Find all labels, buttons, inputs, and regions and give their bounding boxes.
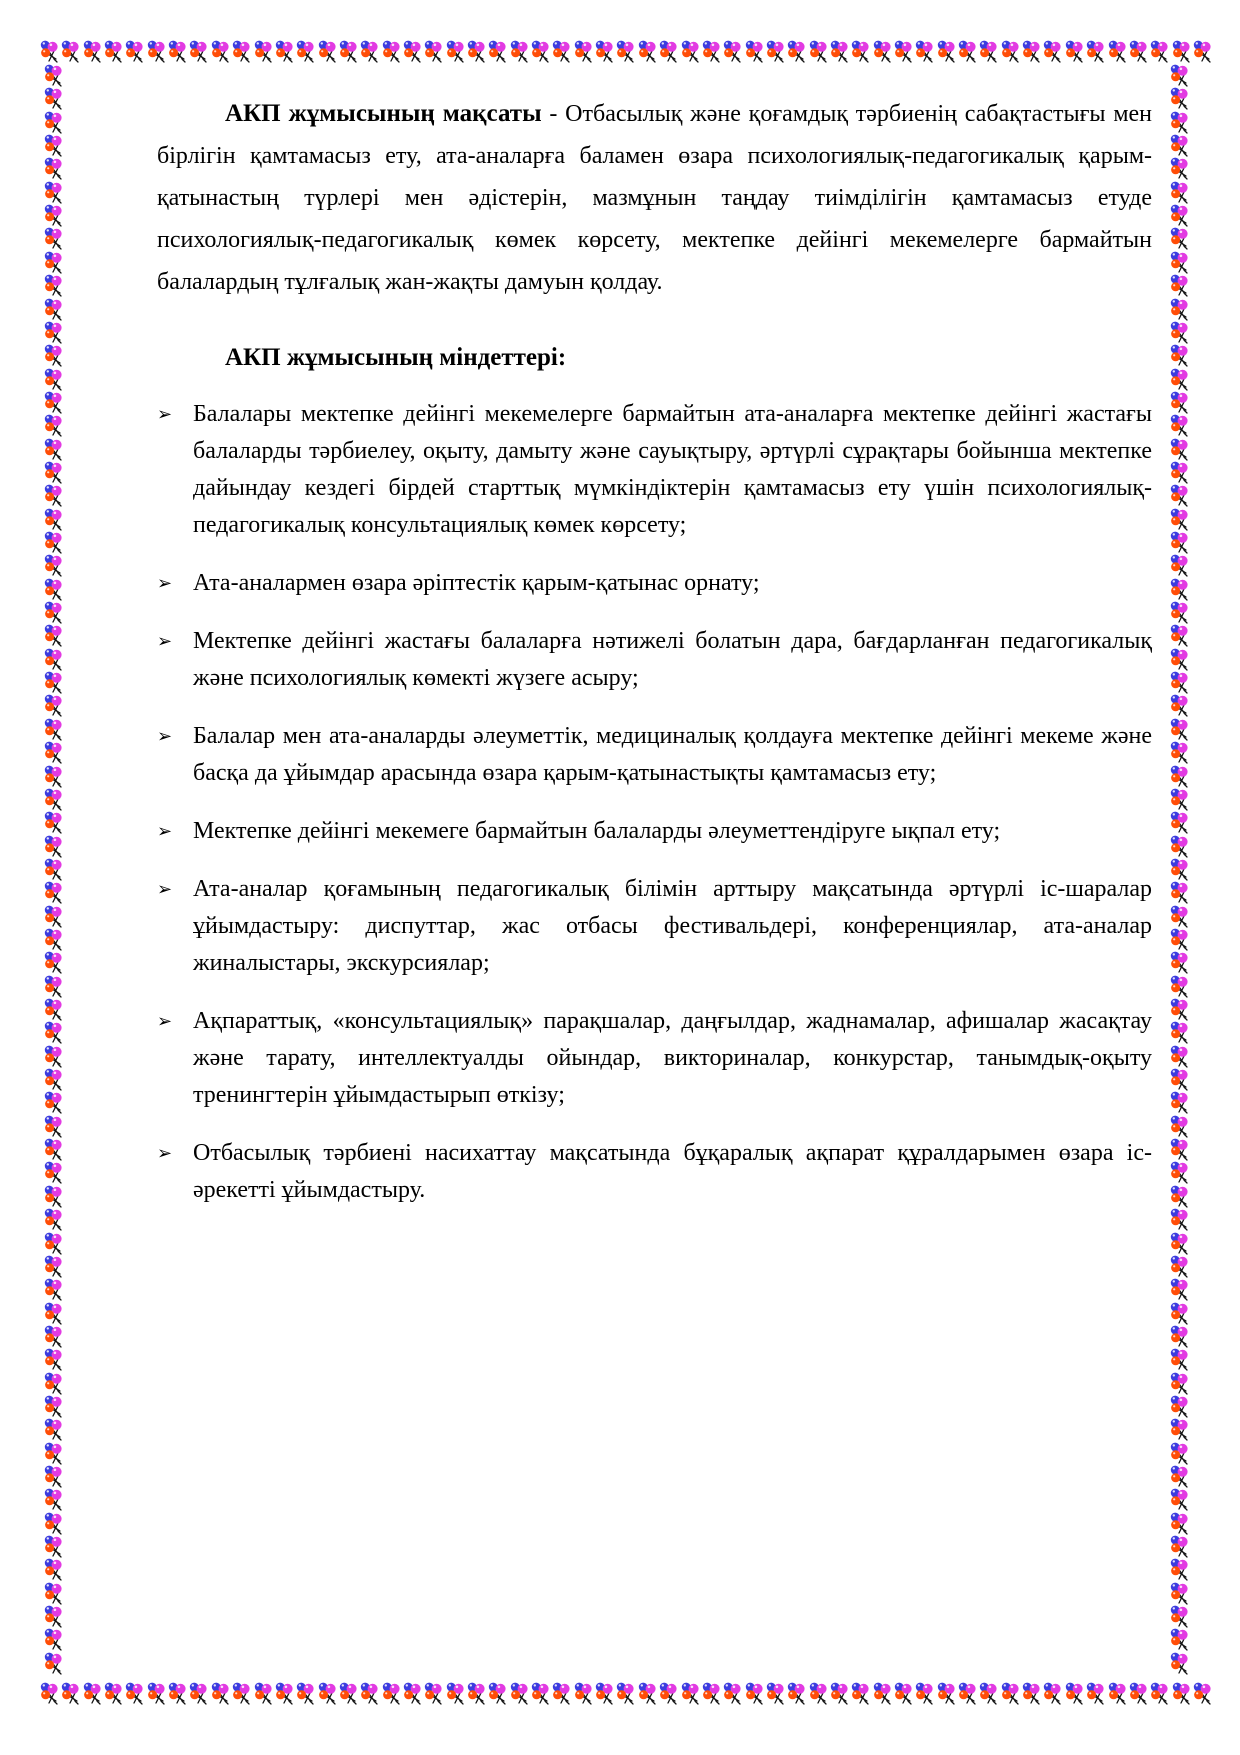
balloons-icon: [1170, 1488, 1190, 1512]
balloons-icon: [44, 1372, 64, 1396]
balloons-icon: [275, 1682, 295, 1706]
balloons-icon: [1170, 1255, 1190, 1279]
balloons-icon: [44, 1558, 64, 1582]
balloons-icon: [787, 1682, 807, 1706]
balloons-icon: [1170, 554, 1190, 578]
balloons-icon: [44, 1535, 64, 1559]
balloons-icon: [1170, 508, 1190, 532]
balloons-icon: [1170, 64, 1190, 88]
balloons-icon: [44, 1255, 64, 1279]
purpose-separator: -: [541, 101, 566, 127]
balloons-icon: [1170, 1021, 1190, 1045]
list-item: [157, 565, 1152, 602]
balloons-icon: [125, 1682, 145, 1706]
balloons-icon: [1170, 157, 1190, 181]
balloons-icon: [44, 741, 64, 765]
balloons-icon: [44, 718, 64, 742]
balloons-icon: [44, 391, 64, 415]
balloons-icon: [44, 1395, 64, 1419]
balloons-icon: [531, 1682, 551, 1706]
balloons-icon: [702, 1682, 722, 1706]
balloons-icon: [232, 1682, 252, 1706]
balloons-icon: [44, 624, 64, 648]
balloons-icon: [211, 1682, 231, 1706]
balloons-icon: [44, 227, 64, 251]
balloons-icon: [1170, 601, 1190, 625]
balloons-icon: [44, 508, 64, 532]
balloons-icon: [168, 1682, 188, 1706]
balloons-icon: [1170, 438, 1190, 462]
balloons-icon: [1170, 1068, 1190, 1092]
balloons-icon: [44, 811, 64, 835]
balloons-icon: [1170, 344, 1190, 368]
balloons-icon: [403, 1682, 423, 1706]
balloons-icon: [1170, 1138, 1190, 1162]
balloons-icon: [44, 928, 64, 952]
arrow-bullet-icon: ➢: [157, 404, 173, 425]
balloons-icon: [552, 40, 572, 64]
balloons-icon: [574, 1682, 594, 1706]
balloons-icon: [1043, 40, 1063, 64]
balloons-icon: [44, 1628, 64, 1652]
balloons-icon: [44, 1138, 64, 1162]
balloons-icon: [44, 414, 64, 438]
balloons-icon: [1193, 40, 1213, 64]
tasks-list: [157, 396, 1152, 1209]
balloons-icon: [446, 1682, 466, 1706]
balloons-icon: [1170, 391, 1190, 415]
balloons-icon: [958, 1682, 978, 1706]
balloons-icon: [44, 461, 64, 485]
balloons-icon: [360, 40, 380, 64]
balloons-icon: [1170, 881, 1190, 905]
balloons-icon: [254, 40, 274, 64]
balloons-icon: [1170, 87, 1190, 111]
balloons-icon: [1170, 928, 1190, 952]
balloons-icon: [1170, 835, 1190, 859]
balloons-icon: [44, 321, 64, 345]
balloons-icon: [318, 40, 338, 64]
list-item-text: Ақпараттық, «консультациялық» парақшалар, даңғылдар, жаднамалар, афишалар жасақтау және тарату, интеллектуалды ойындар, викториналар, конкурстар, танымдық-оқыту тренингтерін ұйымдастырып өткізу;: [193, 1008, 1152, 1108]
balloons-icon: [1170, 718, 1190, 742]
balloons-icon: [382, 40, 402, 64]
balloons-icon: [745, 40, 765, 64]
balloons-icon: [44, 344, 64, 368]
balloons-icon: [44, 1302, 64, 1326]
list-item: [157, 871, 1152, 982]
balloons-icon: [1170, 671, 1190, 695]
balloons-icon: [44, 1232, 64, 1256]
balloons-icon: [1170, 1325, 1190, 1349]
balloons-icon: [488, 1682, 508, 1706]
balloons-icon: [44, 835, 64, 859]
purpose-paragraph: [157, 93, 1152, 303]
balloons-icon: [44, 601, 64, 625]
balloons-icon: [44, 1348, 64, 1372]
balloons-icon: [1170, 1372, 1190, 1396]
balloons-icon: [1170, 1115, 1190, 1139]
balloons-icon: [1129, 1682, 1149, 1706]
balloons-icon: [44, 694, 64, 718]
balloons-icon: [1022, 40, 1042, 64]
balloons-icon: [937, 40, 957, 64]
balloons-icon: [44, 881, 64, 905]
balloons-icon: [44, 1208, 64, 1232]
balloons-icon: [873, 1682, 893, 1706]
balloons-icon: [510, 40, 530, 64]
balloons-icon: [979, 40, 999, 64]
balloons-icon: [1170, 694, 1190, 718]
tasks-heading: АКП жұмысының міндеттері:: [225, 344, 567, 371]
balloons-icon: [1108, 40, 1128, 64]
balloons-icon: [44, 1045, 64, 1069]
list-item-text: Балалар мен ата-аналарды әлеуметтік, медициналық қолдауға мектепке дейінгі мекеме және басқа да ұйымдар арасында өзара қарым-қатынастықты қамтамасыз ету;: [193, 723, 1152, 786]
balloons-icon: [1108, 1682, 1128, 1706]
balloons-icon: [44, 204, 64, 228]
balloons-icon: [787, 40, 807, 64]
balloons-icon: [44, 111, 64, 135]
balloons-icon: [552, 1682, 572, 1706]
balloons-icon: [44, 1115, 64, 1139]
balloons-icon: [44, 905, 64, 929]
balloons-icon: [915, 40, 935, 64]
balloons-icon: [1172, 40, 1192, 64]
list-item: [157, 623, 1152, 697]
list-item: [157, 396, 1152, 544]
balloons-icon: [1170, 765, 1190, 789]
arrow-bullet-icon: ➢: [157, 1011, 173, 1032]
balloons-icon: [1170, 788, 1190, 812]
balloons-icon: [723, 1682, 743, 1706]
balloons-icon: [531, 40, 551, 64]
balloons-icon: [44, 1582, 64, 1606]
list-item: [157, 1003, 1152, 1114]
purpose-body-text: Отбасылық және қоғамдық тәрбиенің сабақтастығы мен бірлігін қамтамасыз ету, ата-аналарға баламен өзара психологиялық-педагогикалық қарым-қатынастың түрлері мен әдістерін, мазмұнын таңдау тиімділігін қамтамасыз етуде психологиялық-педагогикалық көмек көрсету, мектепке дейінгі мекемелерге бармайтын балалардың тұлғалық жан-жақты дамуын қолдау.: [157, 101, 1153, 295]
balloons-icon: [766, 1682, 786, 1706]
balloons-icon: [1170, 1348, 1190, 1372]
balloons-icon: [1086, 40, 1106, 64]
balloons-icon: [83, 1682, 103, 1706]
balloons-icon: [616, 1682, 636, 1706]
balloons-icon: [44, 531, 64, 555]
balloons-icon: [44, 87, 64, 111]
list-item-text: Отбасылық тәрбиені насихаттау мақсатында бұқаралық ақпарат құралдарымен өзара іс-әрекетті ұйымдастыру.: [193, 1140, 1152, 1203]
balloons-icon: [1170, 1512, 1190, 1536]
balloons-icon: [1170, 1442, 1190, 1466]
document-content: [157, 93, 1152, 1230]
balloons-icon: [1170, 1278, 1190, 1302]
balloons-icon: [723, 40, 743, 64]
balloons-icon: [44, 1068, 64, 1092]
balloons-icon: [296, 1682, 316, 1706]
list-item-text: Мектепке дейінгі мекемеге бармайтын балаларды әлеуметтендіруге ықпал ету;: [193, 818, 1001, 844]
balloons-icon: [44, 134, 64, 158]
balloons-icon: [44, 298, 64, 322]
balloons-icon: [318, 1682, 338, 1706]
balloons-icon: [1170, 1302, 1190, 1326]
balloons-icon: [467, 40, 487, 64]
balloons-icon: [360, 1682, 380, 1706]
balloons-icon: [595, 1682, 615, 1706]
balloons-icon: [1170, 1628, 1190, 1652]
balloons-icon: [44, 64, 64, 88]
balloons-icon: [1170, 1045, 1190, 1069]
balloons-icon: [1170, 298, 1190, 322]
balloons-icon: [809, 1682, 829, 1706]
balloons-icon: [830, 1682, 850, 1706]
balloons-icon: [403, 40, 423, 64]
balloons-icon: [894, 40, 914, 64]
balloons-icon: [681, 1682, 701, 1706]
balloons-icon: [894, 1682, 914, 1706]
balloons-icon: [1170, 998, 1190, 1022]
balloons-icon: [1170, 531, 1190, 555]
balloons-icon: [1170, 741, 1190, 765]
balloons-icon: [659, 40, 679, 64]
balloons-icon: [1001, 40, 1021, 64]
balloons-icon: [1193, 1682, 1213, 1706]
arrow-bullet-icon: ➢: [157, 726, 173, 747]
balloons-icon: [1170, 858, 1190, 882]
balloons-icon: [44, 578, 64, 602]
balloons-icon: [745, 1682, 765, 1706]
balloons-icon: [1065, 1682, 1085, 1706]
balloons-icon: [1150, 1682, 1170, 1706]
balloons-icon: [125, 40, 145, 64]
balloons-icon: [488, 40, 508, 64]
balloons-icon: [1170, 274, 1190, 298]
balloons-icon: [44, 251, 64, 275]
purpose-lead-bold: АКП жұмысының мақсаты: [225, 100, 542, 127]
balloons-icon: [659, 1682, 679, 1706]
balloons-icon: [1170, 461, 1190, 485]
balloons-icon: [1170, 111, 1190, 135]
balloons-icon: [1170, 624, 1190, 648]
balloons-icon: [1170, 1208, 1190, 1232]
balloons-icon: [44, 648, 64, 672]
balloons-icon: [446, 40, 466, 64]
balloons-icon: [467, 1682, 487, 1706]
balloons-icon: [44, 1512, 64, 1536]
balloons-icon: [44, 1652, 64, 1676]
balloons-icon: [44, 274, 64, 298]
balloons-icon: [1170, 905, 1190, 929]
balloons-icon: [574, 40, 594, 64]
balloons-icon: [168, 40, 188, 64]
balloons-icon: [44, 998, 64, 1022]
balloons-icon: [44, 157, 64, 181]
balloons-icon: [1170, 1652, 1190, 1676]
balloons-icon: [44, 554, 64, 578]
list-item: [157, 1135, 1152, 1209]
balloons-icon: [1170, 414, 1190, 438]
balloons-icon: [1170, 1605, 1190, 1629]
balloons-icon: [595, 40, 615, 64]
list-item-text: Ата-аналармен өзара әріптестік қарым-қатынас орнату;: [193, 570, 760, 596]
balloons-icon: [61, 40, 81, 64]
balloons-icon: [44, 438, 64, 462]
balloons-icon: [1170, 227, 1190, 251]
balloons-icon: [1170, 1185, 1190, 1209]
balloons-icon: [296, 40, 316, 64]
balloons-icon: [424, 1682, 444, 1706]
balloons-icon: [44, 858, 64, 882]
balloons-icon: [61, 1682, 81, 1706]
balloons-icon: [1172, 1682, 1192, 1706]
balloons-icon: [44, 1021, 64, 1045]
balloons-icon: [1170, 1232, 1190, 1256]
balloons-icon: [44, 951, 64, 975]
balloons-icon: [189, 40, 209, 64]
arrow-bullet-icon: ➢: [157, 631, 173, 652]
balloons-icon: [1022, 1682, 1042, 1706]
balloons-icon: [44, 788, 64, 812]
balloons-icon: [44, 1442, 64, 1466]
balloons-icon: [44, 1091, 64, 1115]
balloons-icon: [1170, 1418, 1190, 1442]
balloons-icon: [339, 40, 359, 64]
balloons-icon: [1170, 251, 1190, 275]
balloons-icon: [44, 484, 64, 508]
balloons-icon: [40, 40, 60, 64]
balloons-icon: [851, 40, 871, 64]
balloons-icon: [40, 1682, 60, 1706]
balloons-icon: [189, 1682, 209, 1706]
arrow-bullet-icon: ➢: [157, 821, 173, 842]
balloons-icon: [44, 975, 64, 999]
balloons-icon: [44, 671, 64, 695]
balloons-icon: [44, 368, 64, 392]
balloons-icon: [44, 1185, 64, 1209]
balloons-icon: [147, 40, 167, 64]
balloons-icon: [211, 40, 231, 64]
balloons-icon: [830, 40, 850, 64]
balloons-icon: [1170, 1395, 1190, 1419]
balloons-icon: [1065, 40, 1085, 64]
balloons-icon: [44, 765, 64, 789]
list-item: [157, 718, 1152, 792]
balloons-icon: [1086, 1682, 1106, 1706]
balloons-icon: [851, 1682, 871, 1706]
balloons-icon: [44, 181, 64, 205]
arrow-bullet-icon: ➢: [157, 1143, 173, 1164]
balloons-icon: [147, 1682, 167, 1706]
balloons-icon: [1170, 1465, 1190, 1489]
balloons-icon: [424, 40, 444, 64]
balloons-icon: [1170, 484, 1190, 508]
balloons-icon: [275, 40, 295, 64]
list-item: [157, 813, 1152, 850]
balloons-icon: [1170, 204, 1190, 228]
balloons-icon: [1170, 975, 1190, 999]
list-item-text: Балалары мектепке дейінгі мекемелерге бармайтын ата-аналарға мектепке дейінгі жастағы балаларды тәрбиелеу, оқыту, дамыту және сауықтыру, әртүрлі сұрақтары бойынша мектепке дайындау кездегі бірдей старттық мүмкіндіктерін қамтамасыз ету үшін психологиялық-педагогикалық консультациялық көмек көрсету;: [193, 401, 1152, 538]
balloons-icon: [44, 1325, 64, 1349]
balloons-icon: [382, 1682, 402, 1706]
balloons-icon: [1170, 1558, 1190, 1582]
balloons-icon: [937, 1682, 957, 1706]
balloons-icon: [1001, 1682, 1021, 1706]
balloons-icon: [638, 40, 658, 64]
balloons-icon: [104, 1682, 124, 1706]
balloons-icon: [254, 1682, 274, 1706]
balloons-icon: [83, 40, 103, 64]
balloons-icon: [44, 1465, 64, 1489]
balloons-icon: [1170, 578, 1190, 602]
balloons-icon: [915, 1682, 935, 1706]
balloons-icon: [873, 40, 893, 64]
balloons-icon: [44, 1161, 64, 1185]
balloons-icon: [616, 40, 636, 64]
balloons-icon: [339, 1682, 359, 1706]
balloons-icon: [44, 1605, 64, 1629]
balloons-icon: [958, 40, 978, 64]
balloons-icon: [1170, 1535, 1190, 1559]
balloons-icon: [1170, 368, 1190, 392]
balloons-icon: [1129, 40, 1149, 64]
balloons-icon: [1170, 1161, 1190, 1185]
balloons-icon: [979, 1682, 999, 1706]
balloons-icon: [1170, 1091, 1190, 1115]
balloons-icon: [1170, 321, 1190, 345]
balloons-icon: [1170, 811, 1190, 835]
balloons-icon: [638, 1682, 658, 1706]
balloons-icon: [702, 40, 722, 64]
arrow-bullet-icon: ➢: [157, 573, 173, 594]
balloons-icon: [232, 40, 252, 64]
balloons-icon: [1043, 1682, 1063, 1706]
arrow-bullet-icon: ➢: [157, 879, 173, 900]
balloons-icon: [1170, 134, 1190, 158]
balloons-icon: [1170, 181, 1190, 205]
balloons-icon: [1150, 40, 1170, 64]
balloons-icon: [809, 40, 829, 64]
list-item-text: Ата-аналар қоғамының педагогикалық білімін арттыру мақсатында әртүрлі іс-шаралар ұйымдастыру: диспуттар, жас отбасы фестивальдері, конференциялар, ата-аналар жиналыстары, экскурсиялар;: [193, 876, 1152, 976]
balloons-icon: [766, 40, 786, 64]
balloons-icon: [1170, 951, 1190, 975]
balloons-icon: [44, 1418, 64, 1442]
balloons-icon: [44, 1278, 64, 1302]
list-item-text: Мектепке дейінгі жастағы балаларға нәтижелі болатын дара, бағдарланған педагогикалық және психологиялық көмекті жүзеге асыру;: [193, 628, 1152, 691]
balloons-icon: [1170, 1582, 1190, 1606]
balloons-icon: [44, 1488, 64, 1512]
balloons-icon: [510, 1682, 530, 1706]
balloons-icon: [681, 40, 701, 64]
balloons-icon: [104, 40, 124, 64]
balloons-icon: [1170, 648, 1190, 672]
